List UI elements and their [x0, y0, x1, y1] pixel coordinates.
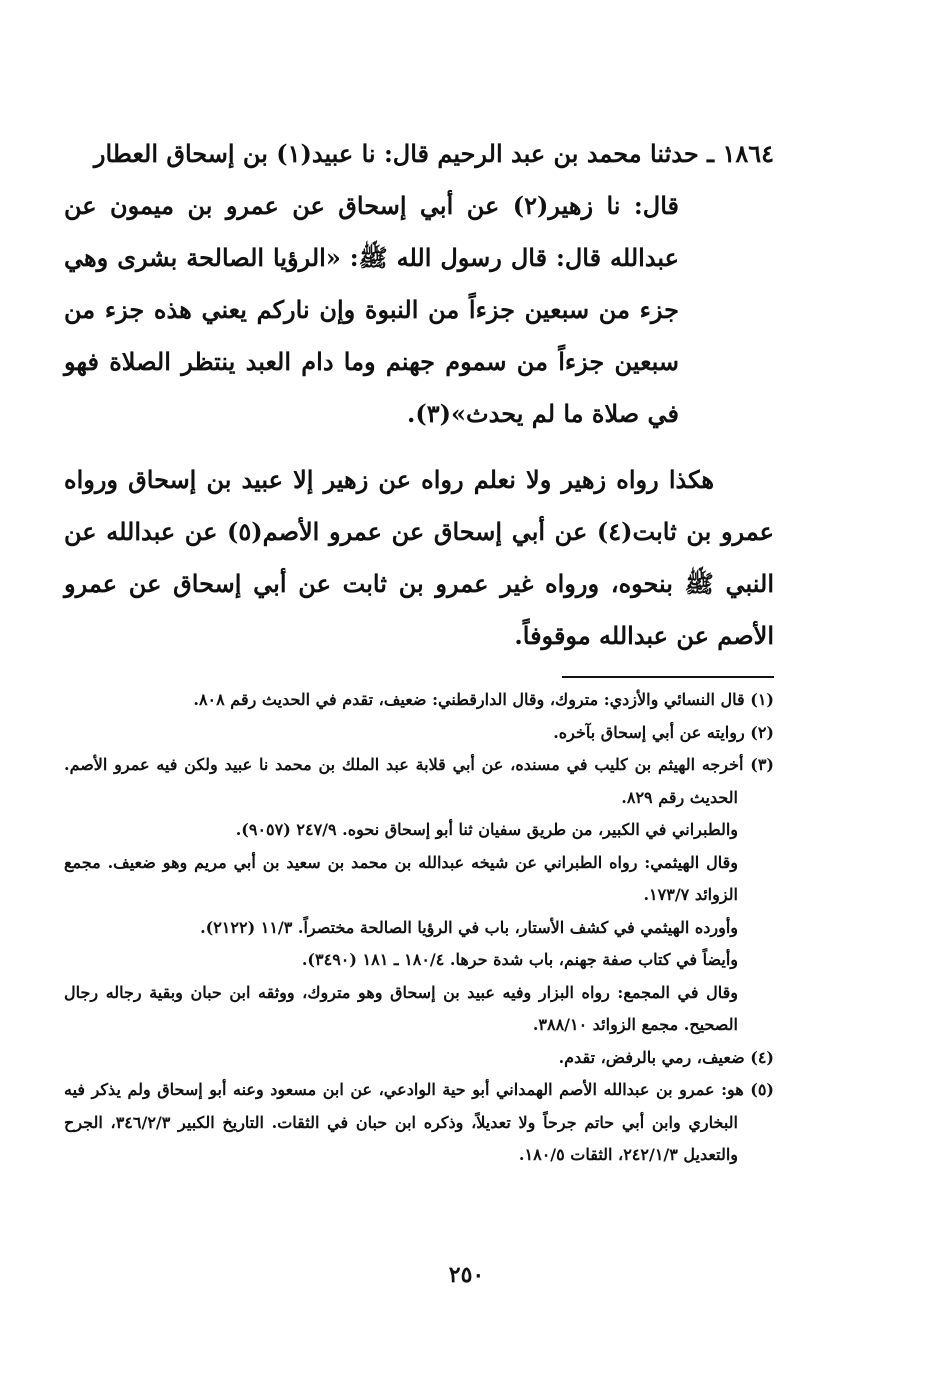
footnote-subparagraph: والطبراني في الكبير، من طريق سفيان ثنا أبو إسحاق نحوه. ٢٤٧/٩ (٩٠٥٧).	[235, 820, 738, 839]
footnote-subparagraph: وأورده الهيثمي في كشف الأستار، باب في الرؤيا الصالحة مختصراً. ١١/٣ (٢١٢٢).	[200, 917, 738, 937]
footnote-subparagraph: وقال في المجمع: رواه البزار وفيه عبيد بن إسحاق وهو متروك، ووثقه ابن حبان وبقية رجاله رجال الصحيح. مجمع الزوائد ٣٨٨/١٠.	[64, 982, 738, 1034]
hadith-text-first-line: حدثنا محمد بن عبد الرحيم قال: نا عبيد(١) بن إسحاق العطار	[93, 139, 699, 168]
footnote-text: (١) قال النسائي والأزدي: متروك، وقال الدارقطني: ضعيف، تقدم في الحديث رقم ٨٠٨.	[193, 690, 774, 709]
page-body	[64, 128, 774, 1172]
footnote-5	[64, 1074, 774, 1172]
footnotes	[64, 684, 774, 1172]
footnote-subparagraph: وأيضاً في كتاب صفة جهنم، باب شدة حرها. ١٨٠/٤ ـ ١٨١ (٣٤٩٠).	[301, 950, 738, 969]
footnote-separator	[562, 676, 774, 678]
page-number: ٢٥٠	[448, 1262, 485, 1288]
hadith-paragraph	[64, 128, 774, 440]
footnote-3	[64, 749, 774, 1042]
footnote-text: (٢) روايته عن أبي إسحاق بآخره.	[553, 722, 774, 742]
footnote-separator-wrap	[64, 676, 774, 678]
footnote-4	[64, 1042, 774, 1075]
commentary-paragraph: هكذا رواه زهير ولا نعلم رواه عن زهير إلا عبيد بن إسحاق ورواه عمرو بن ثابت(٤) عن أبي إسحاق عن عمرو الأصم(٥) عن عبدالله عن النبي ﷺ بنحوه، ورواه غير عمرو بن ثابت عن أبي إسحاق عن عمرو الأصم عن عبدالله موقوفاً.	[64, 465, 774, 650]
footnote-text: (٥) هو: عمرو بن عبدالله الأصم الهمداني أبو حية الوادعي، عن ابن مسعود وعنه أبو إسحاق ولم يذكر فيه البخاري وابن أبي حاتم جرحاً ولا تعديلاً، وذكره ابن حبان في الثقات. التاريخ الكبير ٣٤٦/٢/٣، الجرح والتعديل ٢٤٢/١/٣، الثقات ١٨٠/٥.	[64, 1080, 774, 1164]
footnote-1	[64, 684, 774, 717]
footnote-2	[64, 717, 774, 750]
hadith-text-body: قال: نا زهير(٢) عن أبي إسحاق عن عمرو بن ميمون عن عبدالله قال: قال رسول الله ﷺ: «الرؤيا الصالحة بشرى وهي جزء من سبعين جزءاً من النبوة وإن ناركم يعني هذه جزء من سبعين جزءاً من سموم جهنم وما دام العبد ينتظر الصلاة فهو في صلاة ما لم يحدث»(٣).	[64, 191, 680, 428]
hadith-number: ١٨٦٤ ـ	[707, 139, 774, 168]
footnote-text: (٣) أخرجه الهيثم بن كليب في مسنده، عن أبي قلابة عبد الملك بن محمد نا عبيد ولكن فيه عمرو الأصم. الحديث رقم ٨٢٩.	[64, 755, 774, 807]
main-text	[64, 128, 774, 662]
footnote-subparagraph: وقال الهيثمي: رواه الطبراني عن شيخه عبدالله بن محمد بن سعيد بن أبي مريم وهو ضعيف. مجمع الزوائد ١٧٣/٧.	[64, 852, 738, 904]
footnote-text: (٤) ضعيف، رمي بالرفض، تقدم.	[558, 1047, 774, 1067]
